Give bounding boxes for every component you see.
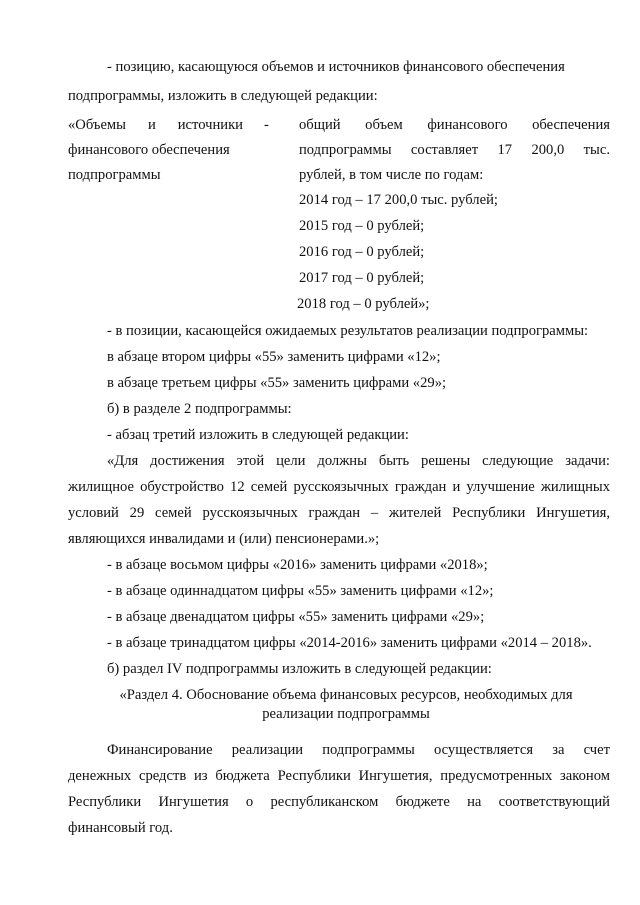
table-value-line: 2014 год – 17 200,0 тыс. рублей; — [299, 192, 498, 208]
text-line: Республики Ингушетия о республиканском бюджете на соответствующий — [68, 794, 610, 810]
table-value-line: подпрограммы составляет 17 200,0 тыс. — [299, 142, 610, 158]
text-line: Финансирование реализации подпрограммы осуществляется за счет — [107, 742, 610, 758]
table-label-line: подпрограммы — [68, 167, 161, 183]
text-line: в абзаце третьем цифры «55» заменить цифрами «29»; — [107, 375, 447, 391]
text-line: б) в разделе 2 подпрограммы: — [107, 401, 292, 417]
table-value-line: 2017 год – 0 рублей; — [299, 270, 425, 286]
text-line: - в абзаце одиннадцатом цифры «55» заменить цифрами «12»; — [107, 583, 494, 599]
table-label-line: финансового обеспечения — [68, 142, 230, 158]
text-line: - в абзаце тринадцатом цифры «2014-2016» заменить цифрами «2014 – 2018». — [107, 635, 592, 651]
table-value-line: 2018 год – 0 рублей»; — [297, 296, 430, 312]
text-line: - в абзаце восьмом цифры «2016» заменить цифрами «2018»; — [107, 557, 488, 573]
heading-line: «Раздел 4. Обоснование объема финансовых ресурсов, необходимых для — [119, 687, 573, 703]
table-value-line: 2015 год – 0 рублей; — [299, 218, 425, 234]
text-line: - в абзаце двенадцатом цифры «55» заменить цифрами «29»; — [107, 609, 485, 625]
table-value-line: рублей, в том числе по годам: — [299, 167, 484, 183]
text-line: денежных средств из бюджета Республики Ингушетия, предусмотренных законом — [68, 768, 610, 784]
text-line: - абзац третий изложить в следующей редакции: — [107, 427, 409, 443]
table-label-line: «Объемы и источники — [68, 117, 243, 133]
text-line: - позицию, касающуюся объемов и источников финансового обеспечения — [107, 59, 565, 75]
text-line: подпрограммы, изложить в следующей редакции: — [68, 88, 378, 104]
text-line: «Для достижения этой цели должны быть решены следующие задачи: — [107, 453, 610, 469]
text-line: б) раздел IV подпрограммы изложить в следующей редакции: — [107, 661, 492, 677]
table-value-line: 2016 год – 0 рублей; — [299, 244, 425, 260]
text-line: являющихся инвалидами и (или) пенсионерами.»; — [68, 531, 380, 547]
text-line: жилищное обустройство 12 семей русскоязычных граждан и улучшение жилищных — [68, 479, 610, 495]
text-line: финансовый год. — [68, 820, 173, 836]
text-line: - в позиции, касающейся ожидаемых результатов реализации подпрограммы: — [107, 323, 589, 339]
text-line: в абзаце втором цифры «55» заменить цифрами «12»; — [107, 349, 441, 365]
heading-line: реализации подпрограммы — [262, 706, 430, 722]
text-line: условий 29 семей русскоязычных граждан – жителей Республики Ингушетия, — [68, 505, 610, 521]
table-value-line: общий объем финансового обеспечения — [299, 117, 610, 133]
table-dash: - — [264, 117, 269, 133]
